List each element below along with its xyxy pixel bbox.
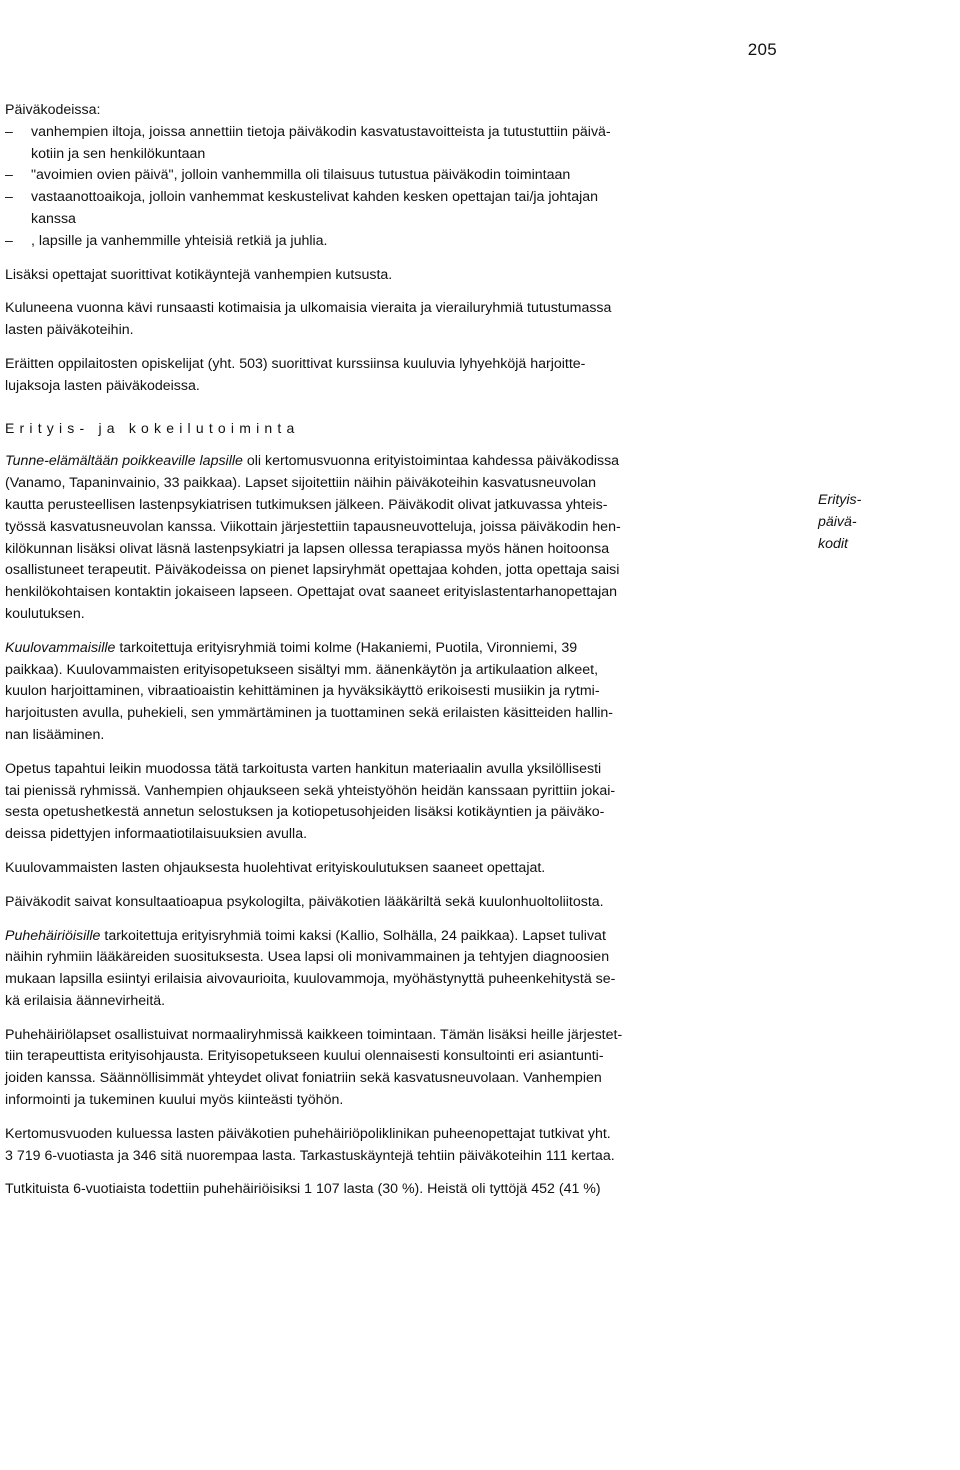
list-dash: – (5, 232, 13, 249)
list-item-line: "avoimien ovien päivä", jolloin vanhemmilla oli tilaisuus tutustua päiväkodin toimintaan (31, 167, 571, 184)
paragraph-line: lujaksoja lasten päiväkodeissa. (5, 377, 200, 394)
paragraph (5, 1025, 780, 1112)
list-dash: – (5, 189, 13, 206)
paragraph-line: Opetus tapahtui leikin muodossa tätä tarkoitusta varten hankitun materiaalin avulla yksilöllisesti (5, 760, 602, 777)
margin-note (818, 490, 898, 555)
list-item-line: kotiin ja sen henkilökuntaan (31, 145, 206, 162)
italic-term: Kuulovammaisille (5, 639, 116, 656)
list-item (5, 122, 780, 166)
margin-note-line: Erityis- (818, 492, 862, 508)
paragraph: Lisäksi opettajat suorittivat kotikäyntejä vanhempien kutsusta. (5, 266, 393, 283)
paragraph-line: Kuluneena vuonna kävi runsaasti kotimaisia ja ulkomaisia vieraita ja vierailuryhmiä tutustumassa (5, 300, 612, 317)
list-item-line: kanssa (31, 210, 76, 227)
paragraph-line: kautta perusteellisen lastenpsykiatrisen tutkimuksen jälkeen. Päiväkodit olivat jatkuvassa yhteis- (5, 496, 608, 513)
paragraph-line: Tunne-elämältään poikkeaville lapsille oli kertomusvuonna erityistoimintaa kahdessa päiväkodissa (5, 453, 620, 470)
main-text (5, 100, 780, 1201)
paragraph (5, 759, 780, 846)
margin-note-line: kodit (818, 535, 848, 552)
paragraph-line: informointi ja tukeminen kuului myös kiinteästi työhön. (5, 1092, 344, 1109)
paragraph-line: työssä kasvatusneuvolan kanssa. Viikottain järjestettiin tapausneuvotteluja, joissa päiväkodin hen- (5, 518, 621, 535)
paragraph-line: näihin ryhmiin lääkäreiden suosituksesta. Usea lapsi oli monivammainen ja tehtyjen diagnoosien (5, 949, 610, 966)
italic-term: Puhehäiriöisille (5, 927, 101, 944)
intro-heading: Päiväkodeissa: (5, 102, 101, 118)
paragraph-line: 3 719 6-vuotiasta ja 346 sitä nuorempaa lasta. Tarkastuskäyntejä tehtiin päiväkoteihin 111 kertaa. (5, 1147, 615, 1164)
paragraph-line: harjoitusten avulla, puhekieli, sen ymmärtäminen ja tuottaminen sekä erilaisten käsitteiden hallin- (5, 705, 614, 722)
list-dash: – (5, 167, 13, 184)
paragraph (5, 354, 780, 398)
paragraph (5, 298, 780, 342)
list-item (5, 231, 780, 253)
list-item-line: , lapsille ja vanhemmille yhteisiä retkiä ja juhlia. (31, 232, 328, 249)
paragraph-line: koulutuksen. (5, 605, 85, 622)
paragraph-line: henkilökohtaisen kontaktin jokaiseen lapseen. Opettajat ovat saaneet erityislastentarhanopettajan (5, 584, 618, 601)
paragraph-line: Kuulovammaisille tarkoitettuja erityisryhmiä toimi kolme (Hakaniemi, Puotila, Vironniemi, 39 (5, 639, 578, 656)
paragraph-line: kä erilaisia äännevirheitä. (5, 992, 166, 1009)
paragraph-line: kuulon harjoittaminen, vibraatioaistin kehittäminen ja hyväksikäyttö erikoisesti musiikin ja rytmi- (5, 683, 600, 700)
list-item-line: vanhempien iltoja, joissa annettiin tietoja päiväkodin kasvatustavoitteista ja tutustuttiin päivä- (31, 123, 611, 140)
section-heading: Erityis- ja kokeilutoiminta (5, 419, 300, 436)
paragraph: Kuulovammaisten lasten ohjauksesta huolehtivat erityiskoulutuksen saaneet opettajat. (5, 859, 546, 876)
paragraph-line: mukaan lapsilla esiintyi erilaisia aivovaurioita, kuulovammoja, myöhästynyttä puheenkehitystä se- (5, 971, 616, 988)
paragraph-line: Puhehäiriöisille tarkoitettuja erityisryhmiä toimi kaksi (Kallio, Solhälla, 24 paikkaa). Lapset tulivat (5, 927, 606, 944)
list-dash: – (5, 123, 13, 140)
paragraph-line: osallistuneet terapeutit. Päiväkodeissa on pienet lapsiryhmät opettajaa kohden, jotta opettaja saisi (5, 562, 620, 579)
paragraph-line: tiin terapeuttista erityisohjausta. Erityisopetukseen kuului olennaisesti konsultointi eri asiantunti- (5, 1048, 604, 1065)
list-item (5, 165, 780, 187)
paragraph: Tutkituista 6-vuotiaista todettiin puhehäiriöisiksi 1 107 lasta (30 %). Heistä oli tyttöjä 452 (41 %) (5, 1181, 601, 1198)
list-item (5, 187, 780, 231)
paragraph (5, 451, 780, 625)
paragraph-line: paikkaa). Kuulovammaisten erityisopetukseen sisältyi mm. äänenkäytön ja artikulaation alkeet, (5, 661, 599, 678)
margin-note-line: päivä- (818, 513, 857, 530)
paragraph (5, 638, 780, 747)
paragraph (5, 926, 780, 1013)
activity-list (5, 122, 780, 253)
paragraph-line: Puhehäiriölapset osallistuivat normaaliryhmissä kaikkeen toimintaan. Tämän lisäksi heille järjestet- (5, 1026, 623, 1043)
paragraph-line: tai pienissä ryhmissä. Vanhempien ohjaukseen sekä yhteistyöhön heidän kanssaan pyrittiin jokai- (5, 782, 616, 799)
paragraph-line: lasten päiväkoteihin. (5, 322, 134, 339)
paragraph-line: (Vanamo, Tapaninvainio, 33 paikkaa). Lapset sijoitettiin näihin päiväkoteihin kasvatusneuvolan (5, 475, 596, 492)
paragraph-line: sesta opetushetkestä annetun selostuksen ja kotiopetusohjeiden lisäksi kotikäyntien ja päiväko- (5, 804, 605, 821)
paragraph-line: Kertomusvuoden kuluessa lasten päiväkotien puhehäiriöpoliklinikan puheenopettajat tutkivat yht. (5, 1125, 611, 1142)
paragraph: Päiväkodit saivat konsultaatioapua psykologilta, päiväkotien lääkäriltä sekä kuulonhuoltoliitosta. (5, 893, 604, 910)
paragraph-line: nan lisääminen. (5, 726, 105, 743)
paragraph-line: Eräitten oppilaitosten opiskelijat (yht. 503) suorittivat kurssiinsa kuuluvia lyhyehköjä harjoitte- (5, 355, 586, 372)
list-item-line: vastaanottoaikoja, jolloin vanhemmat keskustelivat kahden kesken opettajan tai/ja johtajan (31, 189, 599, 206)
paragraph (5, 1124, 780, 1168)
paragraph-line: joiden kanssa. Säännöllisimmät yhteydet olivat foniatriin sekä kasvatusneuvolaan. Vanhempien (5, 1070, 602, 1087)
paragraph-line: kilökunnan lisäksi olivat läsnä lastenpsykiatri ja lapsen ollessa terapiassa myös hänen hoitoonsa (5, 540, 610, 557)
italic-term: Tunne-elämältään poikkeaville lapsille (5, 453, 243, 470)
paragraph-line: deissa pidettyjen informaatiotilaisuuksien avulla. (5, 826, 308, 843)
page-number: 205 (747, 40, 777, 59)
